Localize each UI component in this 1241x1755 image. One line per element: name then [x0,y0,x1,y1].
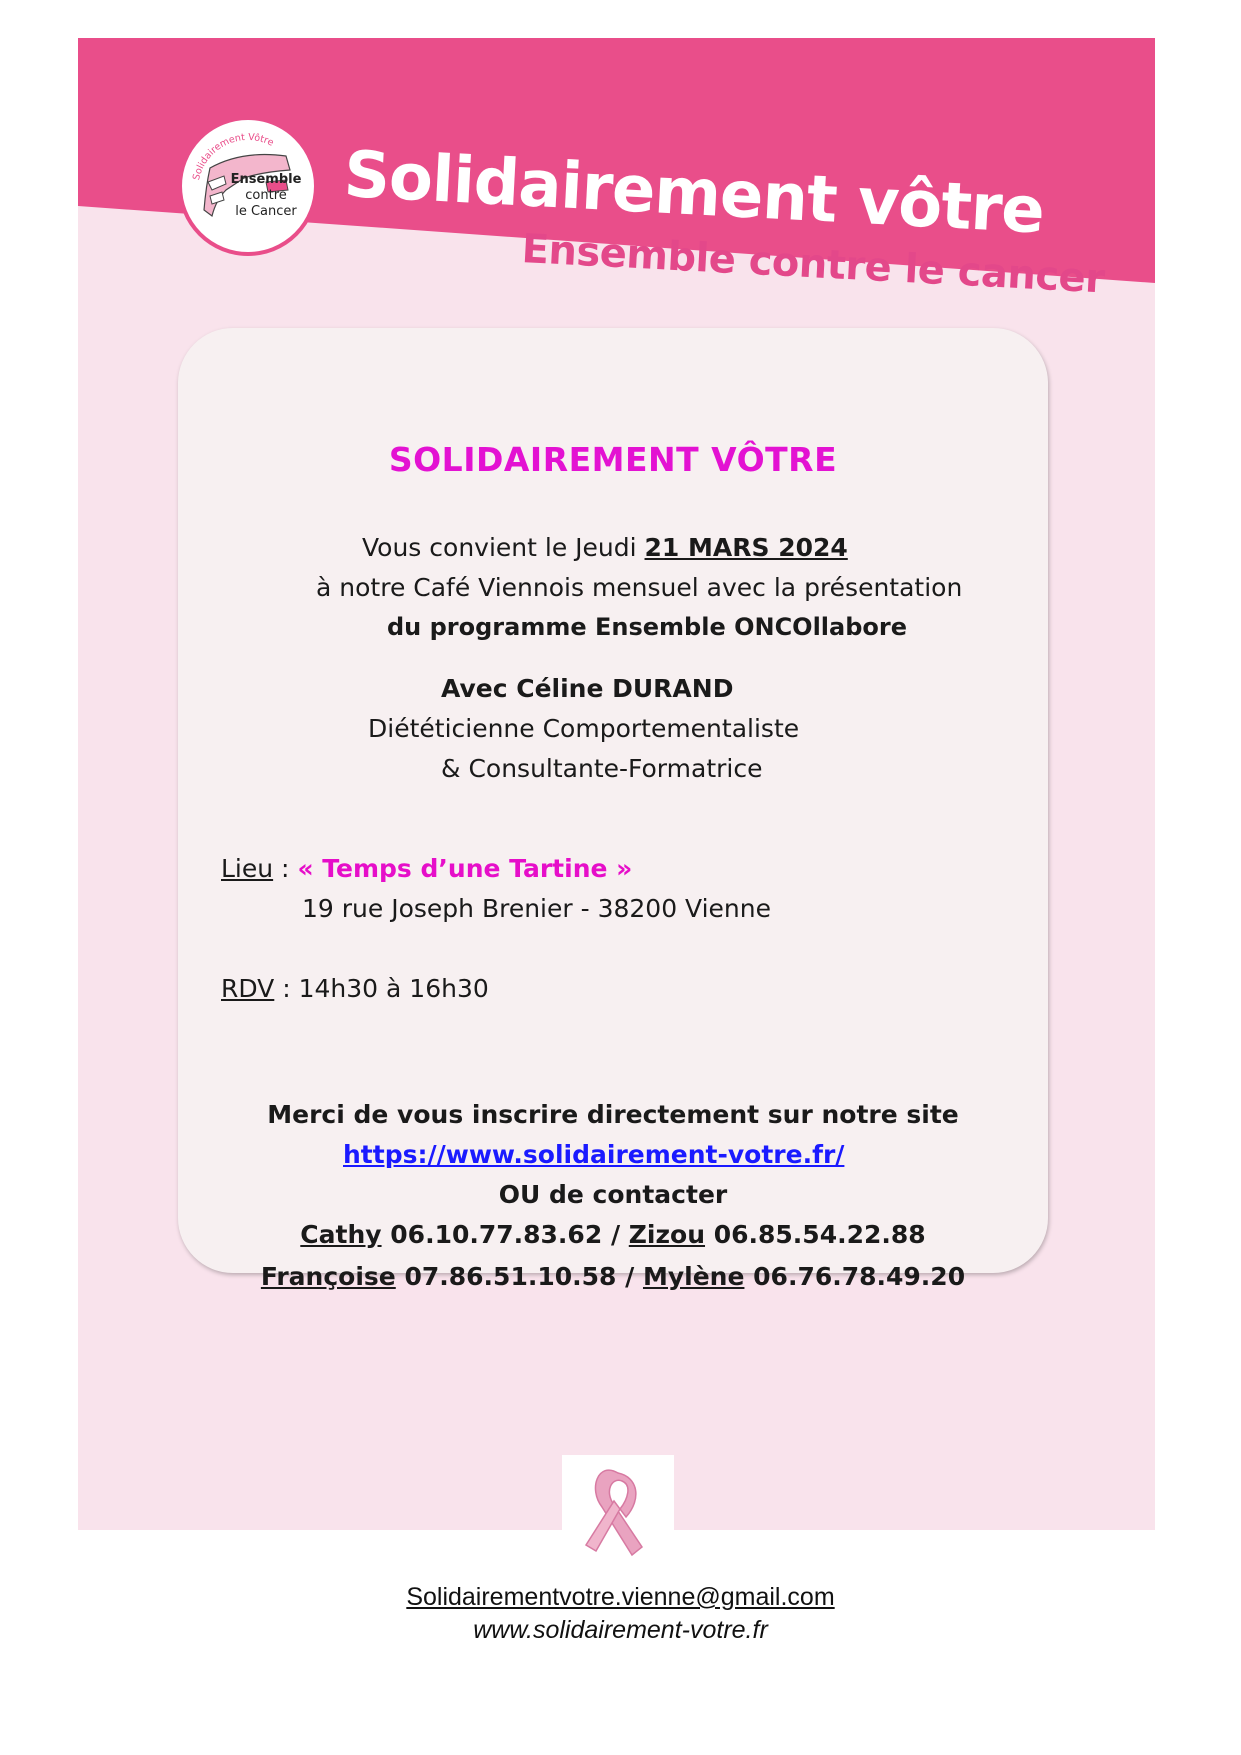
invite-line-3: du programme Ensemble ONCOllabore [387,613,908,641]
header-subtitle: Ensemble contre le cancer [520,226,1106,303]
footer-website: www.solidairement-votre.fr [473,1616,768,1644]
rdv-line [221,974,489,1003]
contact-line-2 [178,1262,1048,1291]
logo-arc-text: Solidairement Vôtre [191,131,276,182]
invite-line-2: à notre Café Viennois mensuel avec la présentation [316,573,963,602]
contact-phone[interactable]: 06.10.77.83.62 [390,1220,603,1249]
header-title: Solidairement vôtre [342,138,1046,249]
contact-line-1 [178,1220,1048,1249]
invite-prefix: Vous convient le Jeudi [362,533,645,562]
lieu-separator: : [273,854,298,883]
pink-ribbon-icon [562,1455,674,1565]
flyer-background [78,38,1155,1530]
contact-name: Françoise [260,1262,396,1291]
signup-url-link[interactable]: https://www.solidairement-votre.fr/ [343,1140,845,1169]
speaker-role-2: & Consultante-Formatrice [441,754,763,783]
footer-email-link[interactable]: Solidairementvotre.vienne@gmail.com [406,1583,835,1611]
lieu-line [221,854,632,883]
lieu-address: 19 rue Joseph Brenier - 38200 Vienne [302,894,771,923]
lieu-label: Lieu [221,854,274,883]
lieu-name: « Temps d’une Tartine » [297,854,633,883]
invite-line-1 [362,533,848,562]
logo-text-contre: contre [245,188,287,203]
logo-text-cancer: le Cancer [235,204,297,219]
signup-line: Merci de vous inscrire directement sur notre site [267,1100,959,1129]
rdv-label: RDV [221,974,275,1003]
contact-phone[interactable]: 06.85.54.22.88 [713,1220,926,1249]
logo-badge [178,116,318,256]
event-heading: SOLIDAIREMENT VÔTRE [388,440,838,479]
contact-name: Cathy [300,1220,382,1249]
event-date: 21 MARS 2024 [644,533,848,562]
speaker-role-1: Diététicienne Comportementaliste [368,714,800,743]
or-contact-line: OU de contacter [498,1180,728,1209]
contact-separator: / [602,1220,629,1249]
contact-name: Mylène [642,1262,745,1291]
rdv-value: : 14h30 à 16h30 [274,974,489,1003]
logo-text-ensemble: Ensemble [230,172,302,187]
speaker-name: Avec Céline DURAND [441,674,734,703]
contact-name: Zizou [628,1220,706,1249]
contact-phone[interactable]: 06.76.78.49.20 [753,1262,966,1291]
contact-phone[interactable]: 07.86.51.10.58 [404,1262,617,1291]
contact-separator: / [616,1262,643,1291]
